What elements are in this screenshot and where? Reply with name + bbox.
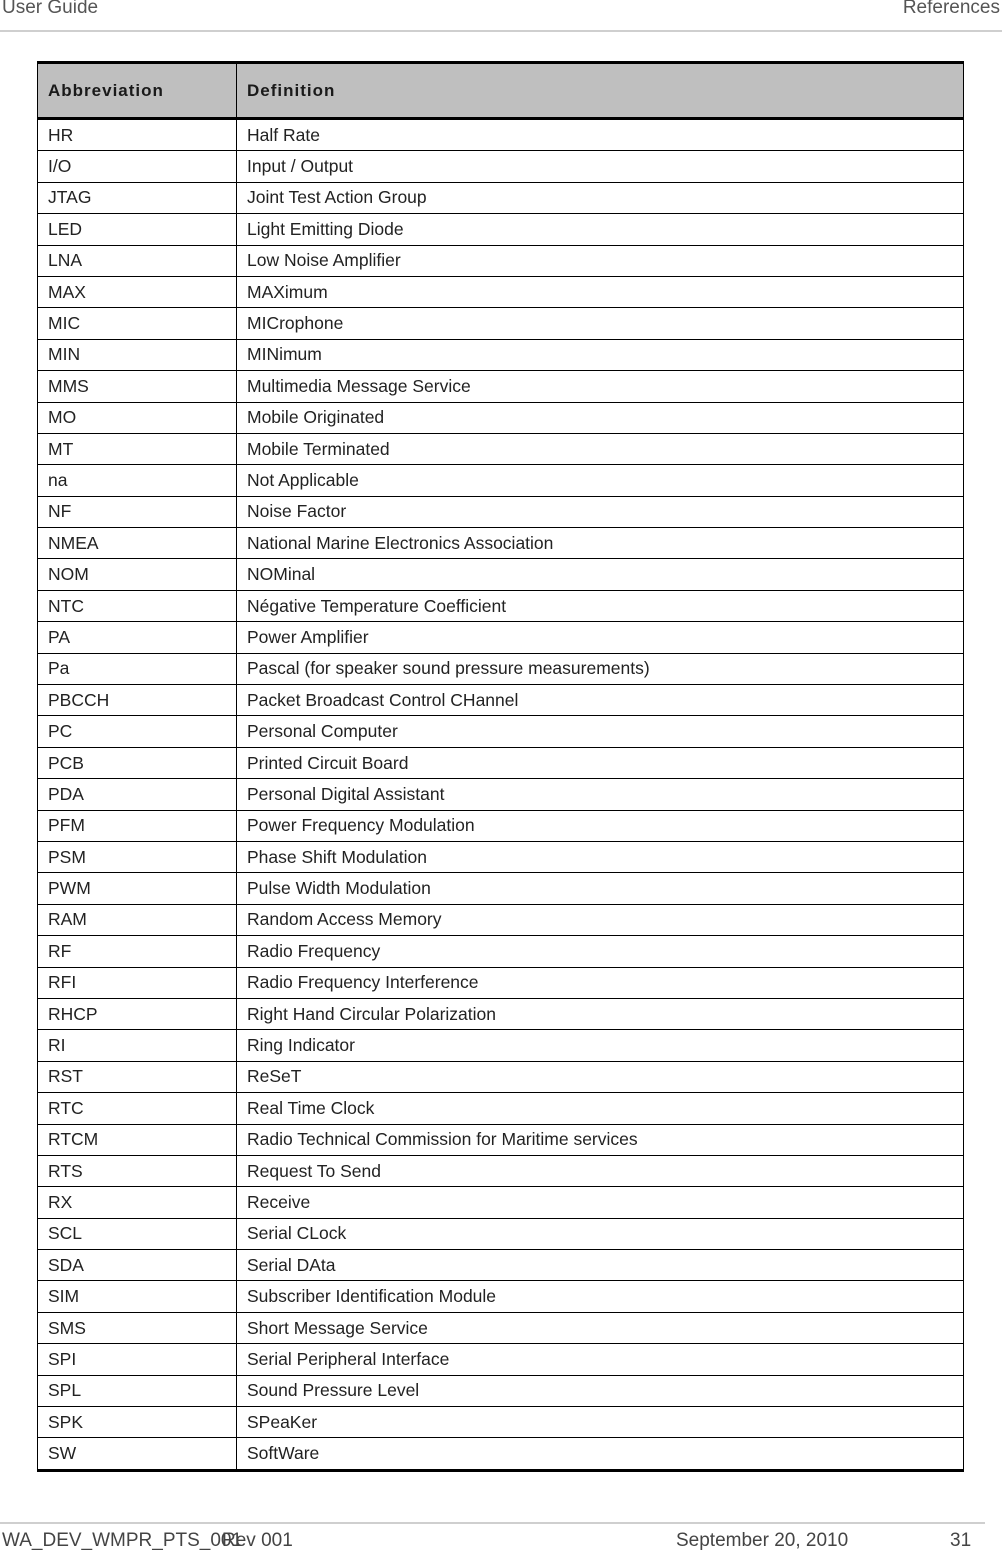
section-title: References <box>902 0 1000 18</box>
definition-cell: Phase Shift Modulation <box>237 841 964 872</box>
definition-cell: MICrophone <box>237 308 964 339</box>
definition-cell: Packet Broadcast Control CHannel <box>237 685 964 716</box>
table-row <box>38 276 964 307</box>
table-row <box>38 433 964 464</box>
abbreviation-cell: SPL <box>38 1375 237 1406</box>
table-row <box>38 1344 964 1375</box>
abbreviation-cell: NOM <box>38 559 237 590</box>
abbreviation-cell: LNA <box>38 245 237 276</box>
table-row <box>38 1281 964 1312</box>
abbreviation-cell: MAX <box>38 276 237 307</box>
abbreviation-cell: JTAG <box>38 182 237 213</box>
definition-cell: Noise Factor <box>237 496 964 527</box>
publication-date: September 20, 2010 <box>676 1530 849 1551</box>
definition-cell: Real Time Clock <box>237 1093 964 1124</box>
table-row <box>38 936 964 967</box>
abbreviation-cell: PCB <box>38 747 237 778</box>
page-header <box>0 0 1002 32</box>
table-row <box>38 402 964 433</box>
abbreviation-cell: SIM <box>38 1281 237 1312</box>
definition-cell: Subscriber Identification Module <box>237 1281 964 1312</box>
table-row <box>38 528 964 559</box>
abbreviation-cell: SMS <box>38 1312 237 1343</box>
definition-cell: Input / Output <box>237 151 964 182</box>
table-row <box>38 685 964 716</box>
definition-cell: Ring Indicator <box>237 1030 964 1061</box>
abbreviation-cell: MIC <box>38 308 237 339</box>
definition-cell: MAXimum <box>237 276 964 307</box>
table-row <box>38 119 964 151</box>
page-number: 31 <box>950 1530 972 1551</box>
abbreviation-cell: SCL <box>38 1218 237 1249</box>
abbreviation-cell: Pa <box>38 653 237 684</box>
definition-cell: Light Emitting Diode <box>237 214 964 245</box>
table-row <box>38 308 964 339</box>
definition-cell: Half Rate <box>237 119 964 151</box>
table-row <box>38 182 964 213</box>
table-row <box>38 873 964 904</box>
table-row <box>38 1093 964 1124</box>
table-row <box>38 151 964 182</box>
definition-cell: Mobile Originated <box>237 402 964 433</box>
table-row <box>38 1312 964 1343</box>
definition-cell: MINimum <box>237 339 964 370</box>
table-row <box>38 716 964 747</box>
definition-cell: Radio Technical Commission for Maritime services <box>237 1124 964 1155</box>
abbreviation-cell: RX <box>38 1187 237 1218</box>
table-row <box>38 810 964 841</box>
table-body <box>38 119 964 1471</box>
table-row <box>38 841 964 872</box>
document-id: WA_DEV_WMPR_PTS_001 <box>2 1530 243 1551</box>
abbreviation-cell: LED <box>38 214 237 245</box>
abbreviations-table <box>37 61 964 1472</box>
definition-cell: Not Applicable <box>237 465 964 496</box>
table-row <box>38 967 964 998</box>
abbreviation-cell: PA <box>38 622 237 653</box>
abbreviation-cell: NTC <box>38 590 237 621</box>
table-row <box>38 1250 964 1281</box>
table-row <box>38 1030 964 1061</box>
table-row <box>38 1407 964 1438</box>
definition-cell: Power Amplifier <box>237 622 964 653</box>
abbreviation-cell: NMEA <box>38 528 237 559</box>
abbreviation-cell: RHCP <box>38 998 237 1029</box>
document-type-label: User Guide <box>2 0 99 18</box>
abbreviation-cell: PC <box>38 716 237 747</box>
definition-cell: NOMinal <box>237 559 964 590</box>
abbreviation-cell: I/O <box>38 151 237 182</box>
abbreviation-cell: SDA <box>38 1250 237 1281</box>
definition-cell: Sound Pressure Level <box>237 1375 964 1406</box>
abbreviation-cell: RI <box>38 1030 237 1061</box>
table-row <box>38 245 964 276</box>
table-row <box>38 590 964 621</box>
page-footer <box>0 1522 985 1563</box>
abbreviation-cell: MO <box>38 402 237 433</box>
definition-cell: Serial DAta <box>237 1250 964 1281</box>
table-row <box>38 779 964 810</box>
definition-cell: Receive <box>237 1187 964 1218</box>
abbreviation-cell: SPK <box>38 1407 237 1438</box>
abbreviation-cell: na <box>38 465 237 496</box>
abbreviation-cell: RST <box>38 1061 237 1092</box>
definition-cell: Printed Circuit Board <box>237 747 964 778</box>
abbreviation-cell: NF <box>38 496 237 527</box>
table-row <box>38 371 964 402</box>
abbreviation-cell: RTCM <box>38 1124 237 1155</box>
abbreviation-cell: MIN <box>38 339 237 370</box>
abbreviation-cell: HR <box>38 119 237 151</box>
table-row <box>38 465 964 496</box>
abbreviation-cell: RFI <box>38 967 237 998</box>
column-header-definition: Definition <box>237 63 964 119</box>
abbreviation-cell: SPI <box>38 1344 237 1375</box>
definition-cell: ReSeT <box>237 1061 964 1092</box>
abbreviation-cell: SW <box>38 1438 237 1470</box>
definition-cell: Serial CLock <box>237 1218 964 1249</box>
table-row <box>38 1375 964 1406</box>
table-row <box>38 622 964 653</box>
definition-cell: Pulse Width Modulation <box>237 873 964 904</box>
definition-cell: Négative Temperature Coefficient <box>237 590 964 621</box>
table-row <box>38 904 964 935</box>
abbreviation-cell: PSM <box>38 841 237 872</box>
abbreviation-cell: RTC <box>38 1093 237 1124</box>
abbreviation-cell: MT <box>38 433 237 464</box>
abbreviation-cell: MMS <box>38 371 237 402</box>
table-row <box>38 339 964 370</box>
abbreviation-cell: PWM <box>38 873 237 904</box>
abbreviation-cell: PDA <box>38 779 237 810</box>
definition-cell: Pascal (for speaker sound pressure measurements) <box>237 653 964 684</box>
table-header <box>38 63 964 119</box>
table-row <box>38 1061 964 1092</box>
definition-cell: National Marine Electronics Association <box>237 528 964 559</box>
definition-cell: Mobile Terminated <box>237 433 964 464</box>
abbreviation-cell: RAM <box>38 904 237 935</box>
definition-cell: Serial Peripheral Interface <box>237 1344 964 1375</box>
table-row <box>38 1124 964 1155</box>
table-row <box>38 559 964 590</box>
table-row <box>38 998 964 1029</box>
table-row <box>38 1187 964 1218</box>
definition-cell: Multimedia Message Service <box>237 371 964 402</box>
definition-cell: Personal Digital Assistant <box>237 779 964 810</box>
definition-cell: Radio Frequency Interference <box>237 967 964 998</box>
definition-cell: Right Hand Circular Polarization <box>237 998 964 1029</box>
table-row <box>38 1438 964 1470</box>
definition-cell: Low Noise Amplifier <box>237 245 964 276</box>
column-header-abbreviation: Abbreviation <box>38 63 237 119</box>
definition-cell: Short Message Service <box>237 1312 964 1343</box>
definition-cell: Radio Frequency <box>237 936 964 967</box>
definition-cell: Random Access Memory <box>237 904 964 935</box>
table-row <box>38 1155 964 1186</box>
table-row <box>38 1218 964 1249</box>
table-header-row <box>38 63 964 119</box>
abbreviation-cell: RF <box>38 936 237 967</box>
definition-cell: Power Frequency Modulation <box>237 810 964 841</box>
definition-cell: SPeaKer <box>237 1407 964 1438</box>
abbreviation-cell: PFM <box>38 810 237 841</box>
definition-cell: SoftWare <box>237 1438 964 1470</box>
revision-label: Rev 001 <box>222 1530 293 1551</box>
abbreviation-cell: PBCCH <box>38 685 237 716</box>
definition-cell: Joint Test Action Group <box>237 182 964 213</box>
definition-cell: Personal Computer <box>237 716 964 747</box>
table-row <box>38 496 964 527</box>
abbreviation-cell: RTS <box>38 1155 237 1186</box>
table-row <box>38 214 964 245</box>
table-row <box>38 653 964 684</box>
table-row <box>38 747 964 778</box>
definition-cell: Request To Send <box>237 1155 964 1186</box>
